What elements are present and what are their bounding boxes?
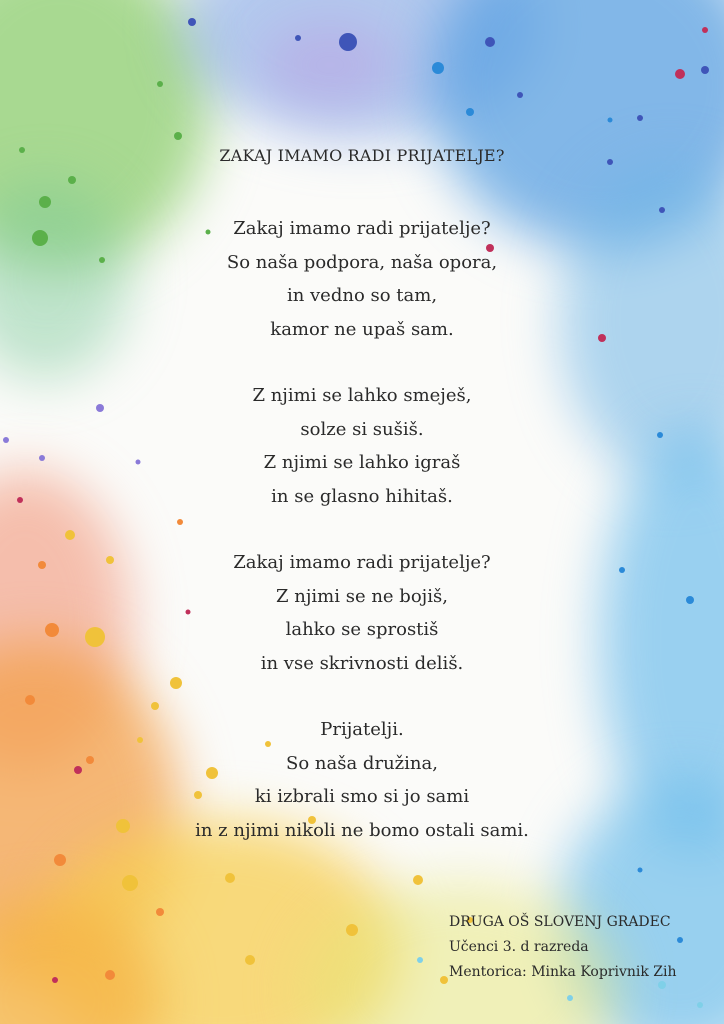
poem-line: Zakaj imamo radi prijatelje? — [233, 552, 491, 573]
stanza-3 — [0, 546, 724, 680]
poem-line: Z njimi se ne bojiš, — [276, 585, 448, 607]
stanza-2 — [0, 379, 724, 513]
poem-line: lahko se sprostiš — [285, 619, 439, 640]
mentor-name: Mentorica: Minka Koprivnik Zih — [449, 964, 677, 980]
credits — [449, 910, 719, 985]
stanza-1 — [0, 212, 724, 346]
poem — [0, 212, 724, 880]
poem-line: solze si sušiš. — [300, 418, 424, 440]
poem-line: So naša družina, — [286, 752, 438, 774]
class-name: Učenci 3. d razreda — [449, 939, 589, 955]
poem-line: Zakaj imamo radi prijatelje? — [233, 218, 491, 239]
stanza-4 — [0, 713, 724, 847]
poem-line: Z njimi se lahko smeješ, — [252, 385, 472, 406]
poem-line: in se glasno hihitaš. — [271, 485, 453, 507]
poem-line: in vse skrivnosti deliš. — [260, 652, 464, 674]
poem-line: So naša podpora, naša opora, — [226, 251, 498, 273]
poem-line: Z njimi se lahko igraš — [263, 452, 461, 473]
poem-line: in vedno so tam, — [286, 285, 438, 306]
poem-line: Prijatelji. — [320, 719, 404, 740]
poem-line: in z njimi nikoli ne bomo ostali sami. — [195, 819, 529, 841]
poem-line: ki izbrali smo si jo sami — [254, 786, 470, 807]
poem-title: ZAKAJ IMAMO RADI PRIJATELJE? — [219, 146, 505, 165]
school-name: DRUGA OŠ SLOVENJ GRADEC — [449, 914, 671, 930]
poem-line: kamor ne upaš sam. — [270, 318, 454, 340]
